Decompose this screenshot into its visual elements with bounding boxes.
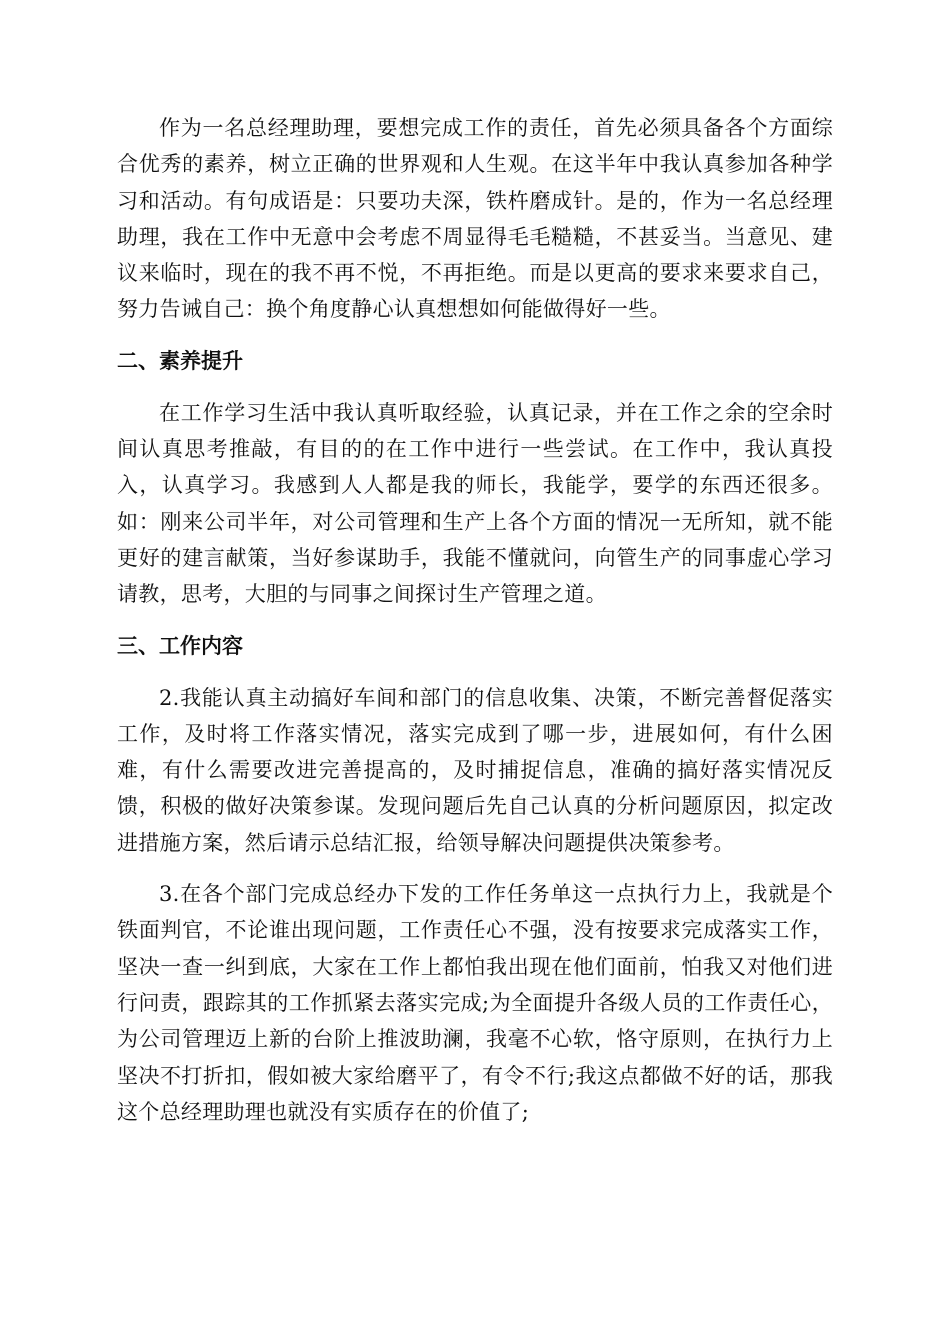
paragraph-work-item-3: 3.在各个部门完成总经办下发的工作任务单这一点执行力上，我就是个铁面判官，不论谁出现问题，工作责任心不强，没有按要求完成落实工作，坚决一查一纠到底，大家在工作上都怕我出现在他们面前，怕我又对他们进行问责，跟踪其的工作抓紧去落实完成;为全面提升各级人员的工作责任心，为公司管理迈上新的台阶上推波助澜，我毫不心软，恪守原则，在执行力上坚决不打折扣，假如被大家给磨平了，有令不行;我这点都做不好的话，那我这个总经理助理也就没有实质存在的价值了; <box>117 882 833 1124</box>
paragraph-work-item-2: 2.我能认真主动搞好车间和部门的信息收集、决策，不断完善督促落实工作，及时将工作落实情况，落实完成到了哪一步，进展如何，有什么困难，有什么需要改进完善提高的，及时捕捉信息，准确的搞好落实情况反馈，积极的做好决策参谋。发现问题后先自己认真的分析问题原因，拟定改进措施方案，然后请示总结汇报，给领导解决问题提供决策参考。 <box>117 685 833 855</box>
paragraph-self-cultivation: 作为一名总经理助理，要想完成工作的责任，首先必须具备各个方面综合优秀的素养，树立正确的世界观和人生观。在这半年中我认真参加各种学习和活动。有句成语是：只要功夫深，铁杵磨成针。是的，作为一名总经理助理，我在工作中无意中会考虑不周显得毛毛糙糙，不甚妥当。当意见、建议来临时，现在的我不再不悦，不再拒绝。而是以更高的要求来要求自己，努力告诫自己：换个角度静心认真想想如何能做得好一些。 <box>117 116 833 322</box>
paragraph-quality-improvement: 在工作学习生活中我认真听取经验，认真记录，并在工作之余的空余时间认真思考推敲，有目的的在工作中进行一些尝试。在工作中，我认真投入，认真学习。我感到人人都是我的师长，我能学，要学的东西还很多。如：刚来公司半年，对公司管理和生产上各个方面的情况一无所知，就不能更好的建言献策，当好参谋助手，我能不懂就问，向管生产的同事虚心学习请教，思考，大胆的与同事之间探讨生产管理之道。 <box>117 400 833 607</box>
spacer <box>117 861 833 876</box>
spacer <box>117 379 833 395</box>
document-body <box>117 110 833 1130</box>
spacer <box>117 613 833 628</box>
section-heading-quality-improvement: 二、素养提升 <box>117 348 243 373</box>
spacer <box>117 664 833 680</box>
section-heading-work-content: 三、工作内容 <box>117 633 243 658</box>
spacer <box>117 328 833 343</box>
